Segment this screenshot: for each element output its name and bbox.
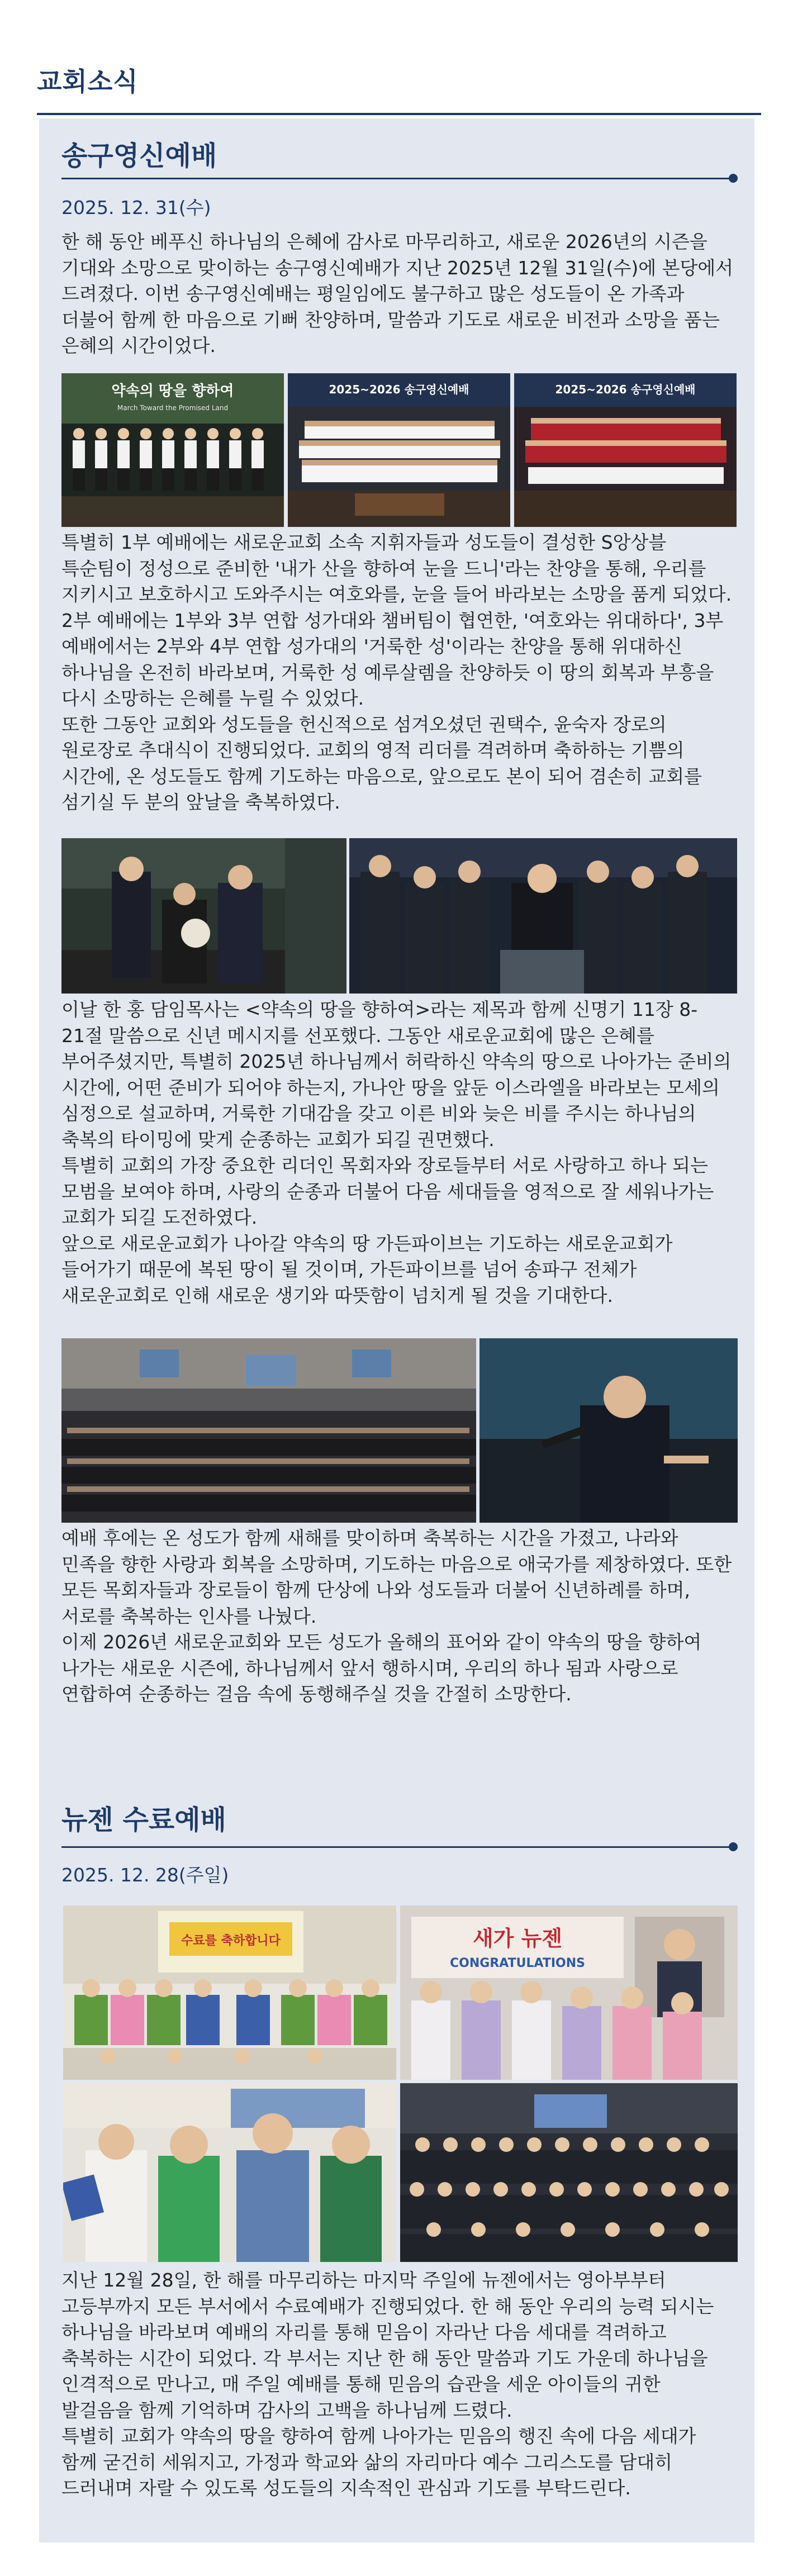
body-paragraph: 지난 12월 28일, 한 해를 마무리하는 마지막 주일에 뉴젠에서는 영아부부터 고등부까지 모든 부서에서 수료예배가 진행되었다. 한 해 동안 우리의 능력 되시는 하나님을 바라보며 예배의 자리를 통해 믿음이 자라난 다음 세대를 격려하고 축복하는 시간이 되었다. 각 부서는 지난 한 해 동안 말씀과 기도 가운데 하나님을 인격적으로 만나고, 매 주일 예배를 통해 믿음의 습관을 세운 아이들의 귀한 발걸음을 함께 기억하며 감사의 고백을 하나님께 드렸다. [61,2269,714,2421]
article-new-year-service [61,134,739,218]
article-date: 2025. 12. 31(수) [61,197,211,218]
article-title: 송구영신예배 [61,140,217,172]
header-rule [37,113,761,115]
photo-banner-text: 약속의 땅을 향하여 [111,383,234,400]
photo-choir-stage [288,373,510,527]
photo-kids-banner [63,1905,396,2080]
title-rule-dot [729,1842,738,1851]
body-paragraph: 앞으로 새로운교회가 나아갈 약속의 땅 가든파이브는 기도하는 새로운교회가 들어가기 때문에 복된 땅이 될 것이며, 가든파이브를 넘어 송파구 전체가 새로운교회로 인해 새로운 생기와 따뜻함이 넘치게 될 것을 기대한다. [61,1232,673,1306]
body-paragraph: 이날 한 홍 담임목사는 <약속의 땅을 향하여>라는 제목과 함께 신명기 11장 8-21절 말씀으로 신년 메시지를 선포했다. 그동안 새로운교회에 많은 은혜를 부어주셨지만, 특별히 2025년 하나님께서 허락하신 약속의 땅으로 나아가는 준비의 시간에, 어떤 준비가 되어야 하는지, 가나안 땅을 앞둔 이스라엘을 바라보는 모세의 심정으로 설교하며, 거룩한 기대감을 갖고 이른 비와 늦은 비를 주시는 하나님의 축복의 타이밍에 맞게 순종하는 교회가 되길 권면했다. [61,999,732,1151]
photo-banner-subtext: March Toward the Promised Land [117,404,229,412]
photo-elder-ceremony [61,838,346,994]
body-paragraph: 예배 후에는 온 성도가 함께 새해를 맞이하며 축복하는 시간을 가졌고, 나라와 민족을 향한 사랑과 회복을 소망하며, 기도하는 마음으로 애국가를 제창하였다. 또한 모든 목회자들과 장로들이 함께 단상에 나와 성도들과 더불어 신년하례를 하며, 서로를 축복하는 인사를 나눴다. [61,1527,732,1627]
photo-pastor-preaching [479,1338,738,1523]
article-body-1 [61,530,737,816]
body-paragraph: 특별히 1부 예배에는 새로운교회 소속 지휘자들과 성도들이 결성한 S앙상블 특순팀이 정성으로 준비한 '내가 산을 향하여 눈을 드니'라는 찬양을 통해, 우리를 지키시고 보호하시고 도와주시는 여호와를, 눈을 들어 바라보는 소망을 품게 되었다. [61,531,732,605]
photo-choir-banner [61,373,284,527]
article2-body [61,2268,737,2502]
article-body-2 [61,997,737,1309]
photo-kids-group [400,2083,738,2262]
article-intro [61,229,737,359]
body-paragraph: 특별히 교회의 가장 중요한 리더인 목회자와 장로들부터 서로 사랑하고 하나 되는 모범을 보여야 하며, 사랑의 순종과 더불어 다음 세대들을 영적으로 잘 세워나가는 교회가 되길 도전하였다. [61,1154,714,1228]
photo-kids-congratulations [400,1905,738,2080]
title-rule [61,178,732,179]
article-title: 뉴젠 수료예배 [61,1804,226,1836]
section-header-title: 교회소식 [37,66,139,97]
intro-paragraph: 한 해 동안 베푸신 하나님의 은혜에 감사로 마무리하고, 새로운 2026년의 시즌을 기대와 소망으로 맞이하는 송구영신예배가 지난 2025년 12월 31일(수)에 본당에서 드려졌다. 이번 송구영신예배는 평일임에도 불구하고 많은 성도들이 온 가족과 더불어 함께 한 마음으로 기뻐 찬양하며, 말씀과 기도로 새로운 비전과 소망을 품는 은혜의 시간이었다. [61,231,734,357]
body-paragraph: 특별히 교회가 약속의 땅을 향하여 함께 나아가는 믿음의 행진 속에 다음 세대가 함께 굳건히 세워지고, 가정과 학교와 삶의 자리마다 예수 그리스도를 담대히 드러내며 자랄 수 있도록 성도들의 지속적인 관심과 기도를 부탁드린다. [61,2425,696,2499]
photo-banner-text: 2025~2026 송구영신예배 [555,383,696,396]
body-paragraph: 이제 2026년 새로운교회와 모든 성도가 올해의 표어와 같이 약속의 땅을 향하여 나가는 새로운 시즌에, 하나님께서 앞서 행하시며, 우리의 하나 됨과 사랑으로 연합하여 순종하는 걸음 속에 동행해주실 것을 간절히 소망한다. [61,1631,702,1705]
title-rule-dot [729,174,738,183]
body-paragraph: 2부 예배에는 1부와 3부 연합 성가대와 챔버팀이 협연한, '여호와는 위대하다', 3부 예배에서는 2부와 4부 연합 성가대의 '거룩한 성'이라는 찬양을 통해 위대하신 하나님을 온전히 바라보며, 거룩한 성 예루살렘을 찬양하듯 이 땅의 회복과 부흥을 다시 소망하는 은혜를 누릴 수 있었다. [61,609,724,709]
article-body-3 [61,1525,737,1708]
photo-congregation-prayer [349,838,737,994]
photo-banner-text: 수료를 축하합니다 [181,1934,281,1948]
article-date: 2025. 12. 28(주일) [61,1864,229,1886]
photo-banner-text: 2025~2026 송구영신예배 [329,383,469,396]
photo-choir-red [514,373,737,527]
page-header [37,61,761,98]
photo-kids-certificates [63,2083,396,2262]
photo-sanctuary-crowd [61,1338,476,1523]
title-rule [61,1846,732,1848]
photo-banner-korean: 새가 뉴젠 [472,1926,563,1951]
body-paragraph: 또한 그동안 교회와 성도들을 헌신적으로 섬겨오셨던 권택수, 윤숙자 장로의 원로장로 추대식이 진행되었다. 교회의 영적 리더를 격려하며 축하하는 기쁨의 시간에, 온 성도들도 함께 기도하는 마음으로, 앞으로도 본이 되어 겸손히 교회를 섬기실 두 분의 앞날을 축복하였다. [61,713,702,813]
photo-banner-english: CONGRATULATIONS [450,1956,585,1970]
article-newgen-completion [61,1798,739,1886]
